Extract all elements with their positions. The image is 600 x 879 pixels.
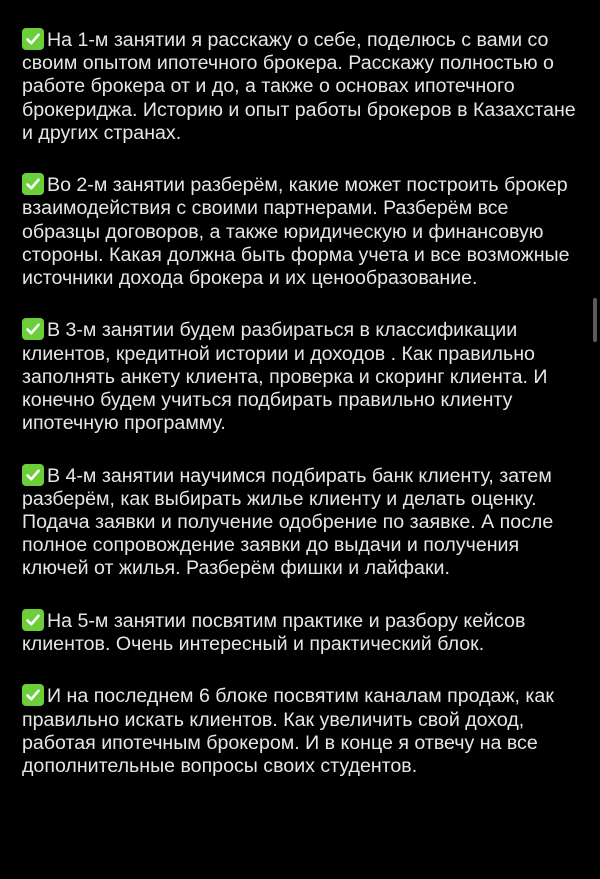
paragraph-text: В 4-м занятии научимся подбирать банк клиенту, затем разберём, как выбирать жилье клиенту и делать оценку. Подача заявки и получение одобрение по заявке. А после полное сопровождение заявки до выдачи и получения ключей от жилья. Разберём фишки и лайфаки. bbox=[22, 464, 554, 580]
paragraph-lesson-4 bbox=[22, 464, 582, 581]
paragraph-text: Во 2-м занятии разберём, какие может построить брокер взаимодействия с своими партнерами. Разберём все образцы договоров, а также юридическую и финансовую стороны. Какая должна быть форма учета и все возможные источники дохода брокера и их ценообразование. bbox=[22, 174, 570, 290]
paragraph-text: На 1-м занятии я расскажу о себе, поделюсь с вами со своим опытом ипотечного брокера. Расскажу полностью о работе брокера от и до, а также о основах ипотечного брокериджа. Историю и опыт работы брокеров в Казахстане и других странах. bbox=[22, 29, 576, 144]
paragraph-lesson-3 bbox=[22, 318, 582, 435]
check-mark-icon bbox=[22, 173, 44, 195]
check-mark-icon bbox=[22, 464, 44, 486]
check-mark-icon bbox=[22, 28, 44, 50]
paragraph-lesson-6 bbox=[22, 684, 582, 778]
check-mark-icon bbox=[22, 609, 44, 631]
paragraph-lesson-5 bbox=[22, 609, 582, 656]
scrollbar-thumb[interactable] bbox=[593, 298, 597, 342]
paragraph-text: В 3-м занятии будем разбираться в классификации клиентов, кредитной истории и доходов . Как правильно заполнять анкету клиента, проверка и скоринг клиента. И конечно будем учиться подбирать правильно клиенту ипотечную программу. bbox=[22, 319, 548, 435]
paragraph-text: На 5-м занятии посвятим практике и разбору кейсов клиентов. Очень интересный и практический блок. bbox=[22, 609, 526, 656]
paragraph-lesson-2 bbox=[22, 173, 582, 290]
check-mark-icon bbox=[22, 318, 44, 340]
check-mark-icon bbox=[22, 684, 44, 706]
post-text bbox=[22, 28, 582, 778]
paragraph-lesson-1 bbox=[22, 28, 582, 145]
paragraph-text: И на последнем 6 блоке посвятим каналам продаж, как правильно искать клиентов. Как увеличить свой доход, работая ипотечным брокером. И в конце я отвечу на все дополнительные вопросы своих студентов. bbox=[22, 685, 554, 778]
